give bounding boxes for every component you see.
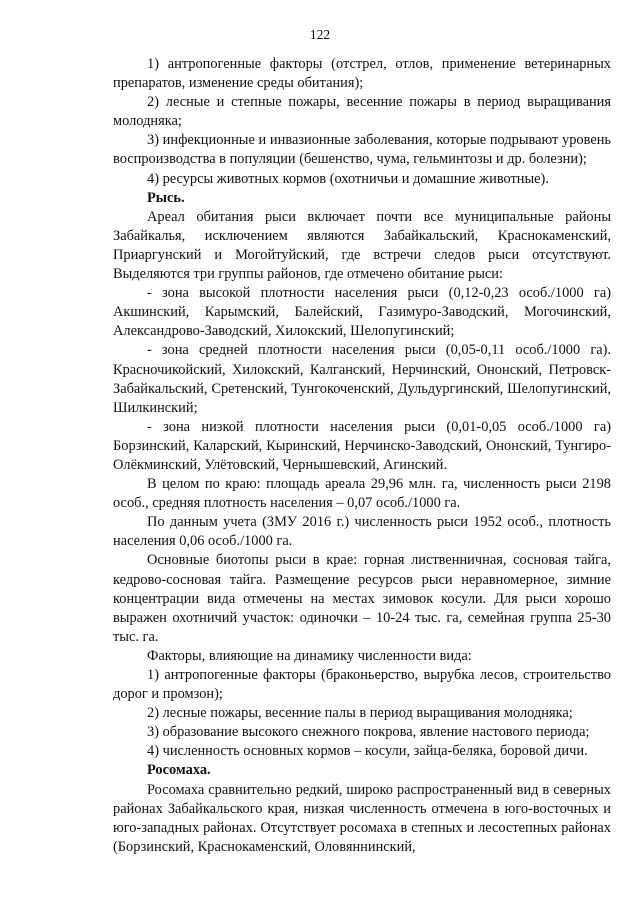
paragraph: Росомаха сравнительно редкий, широко распространенный вид в северных районах Забайкальского края, низкая численность отмечена в юго-восточных и юго-западных районах. Отсутствует росомаха в степных и лесостепных районах (Борзинский, Краснокаменский, Оловяннинский, bbox=[113, 781, 611, 855]
paragraph: 2) лесные и степные пожары, весенние пожары в период выращивания молодняка; bbox=[113, 94, 611, 130]
section-heading: Рысь. bbox=[147, 189, 185, 206]
paragraph: - зона средней плотности населения рыси (0,05-0,11 особ./1000 га). Красночикойский, Хилокский, Калганский, Нерчинский, Ононский, Петровск-Забайкальский, Сретенский, Тунгокоченский, Дульдургинский, Шелопугинский, Шилкинский; bbox=[113, 342, 611, 416]
paragraph: 3) инфекционные и инвазионные заболевания, которые подрывают уровень воспроизводства в популяции (бешенство, чума, гельминтозы и др. болезни); bbox=[113, 132, 611, 168]
paragraph: Ареал обитания рыси включает почти все муниципальные районы Забайкалья, исключением являются Забайкальский, Краснокаменский, Приаргунский и Могойтуйский, где встречи следов рыси отсутствуют. Выделяются три группы районов, где отмечено обитание рыси: bbox=[113, 208, 611, 283]
paragraph: Факторы, влияющие на динамику численности вида: bbox=[147, 647, 472, 664]
paragraph: 4) ресурсы животных кормов (охотничьи и домашние животные). bbox=[147, 170, 549, 187]
paragraph: - зона высокой плотности населения рыси (0,12-0,23 особ./1000 га) Акшинский, Карымский, Балейский, Газимуро-Заводский, Могочинский, Александрово-Заводский, Хилокский, Шелопугинский; bbox=[113, 285, 611, 340]
paragraph: 3) образование высокого снежного покрова, явление настового периода; bbox=[147, 724, 590, 741]
document-body bbox=[113, 55, 611, 857]
paragraph: 1) антропогенные факторы (отстрел, отлов, применение ветеринарных препаратов, изменение среды обитания); bbox=[113, 56, 611, 92]
paragraph: Основные биотопы рыси в крае: горная лиственничная, сосновая тайга, кедрово-сосновая тайга. Размещение ресурсов рыси неравномерное, зимние концентрации вида отмечены на местах зимовок косули. Для рыси хорошо выражен охотничий участок: одиночки – 10-24 тыс. га, семейная группа 25-30 тыс. га. bbox=[113, 552, 611, 645]
paragraph: 2) лесные пожары, весенние палы в период выращивания молодняка; bbox=[147, 705, 573, 722]
paragraph: 1) антропогенные факторы (браконьерство, вырубка лесов, строительство дорог и промзон); bbox=[113, 667, 611, 703]
paragraph: - зона низкой плотности населения рыси (0,01-0,05 особ./1000 га) Борзинский, Каларский, Кыринский, Нерчинско-Заводский, Ононский, Тунгиро-Олёкминский, Улётовский, Чернышевский, Агинский. bbox=[113, 418, 611, 473]
paragraph: По данным учета (ЗМУ 2016 г.) численность рыси 1952 особ., плотность населения 0,06 особ./1000 га. bbox=[113, 514, 611, 550]
section-heading: Росомаха. bbox=[147, 762, 211, 779]
paragraph: 4) численность основных кормов – косули, зайца-беляка, боровой дичи. bbox=[147, 743, 588, 760]
paragraph: В целом по краю: площадь ареала 29,96 млн. га, численность рыси 2198 особ., средняя плотность населения – 0,07 особ./1000 га. bbox=[113, 476, 611, 512]
page-number: 122 bbox=[309, 27, 331, 42]
